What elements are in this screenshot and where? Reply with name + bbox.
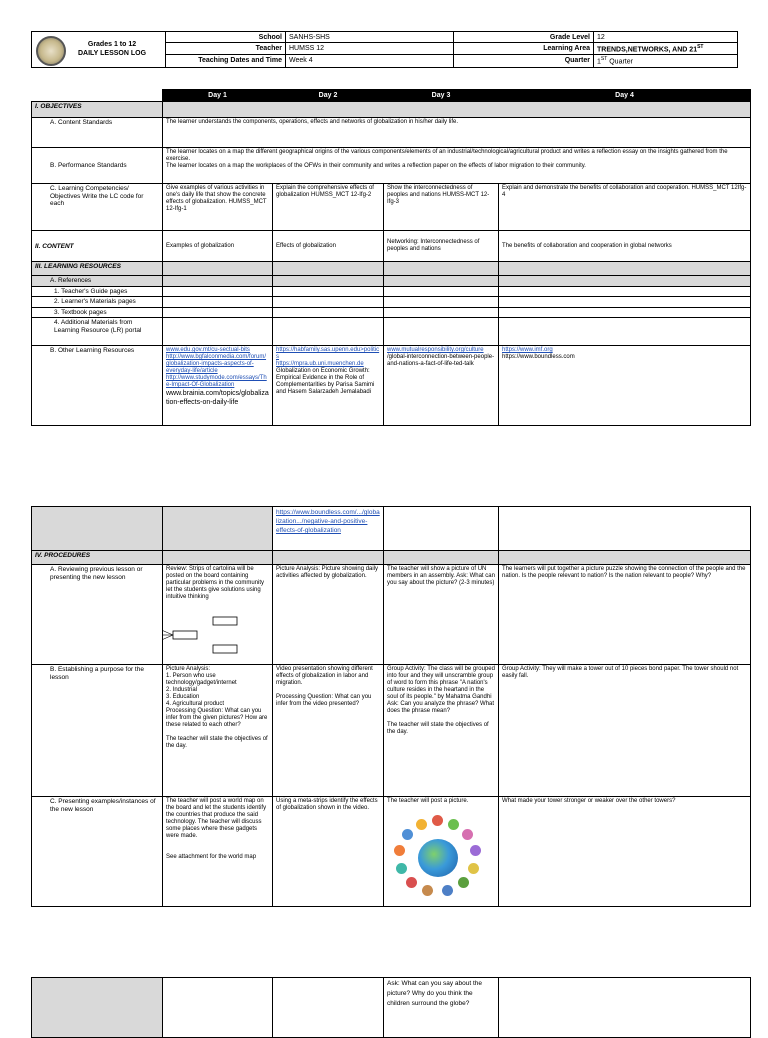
content-day4: The benefits of collaboration and cooperation in global networks [499,231,751,262]
resource-link[interactable]: https://www.imf.org [502,347,553,353]
day-3-header: Day 3 [384,90,499,102]
content-day1: Examples of globalization [163,231,273,262]
teacher-value: HUMSS 12 [286,43,454,55]
references-label: A. References [32,276,163,287]
resource-link[interactable]: http://www.studymode.com/essays/The-Impact-Of-Globalization [166,375,267,388]
purpose-day1: Picture Analysis: 1. Person who use technology/gadget/internet 2. Industrial 3. Education 4. Agricultural product Processing Question: What can you infer from the given pictures? How are these related to each other? The teacher will state the objectives of the day. [163,665,273,797]
lr-portal-label: 4. Additional Materials from Learning Resource (LR) portal [32,318,163,346]
presenting-day3: The teacher will post a picture. [384,797,499,907]
day-1-header: Day 1 [163,90,273,102]
presenting-day1: The teacher will post a world map on the board and let the students identify the countries that produce the said technology. The teacher will discuss some places where these gadgets were made. See attachment for the world map [163,797,273,907]
other-resources-day4: https://www.imf.org https://www.boundless.com [499,346,751,426]
resources-heading: III. LEARNING RESOURCES [32,262,163,276]
performance-standards-text: The learner locates on a map the different geographical origins of the various components/elements of an industrial/technological/agricultural product and writes a reflection essay on the insights gathered from the exercise. The learner locates on a map the workplaces of the OFWs in their community and writes a reflection paper on the effects of labor migration to their community. [163,148,751,184]
content-standards-label: A. Content Standards [32,118,163,148]
quarter-label: Quarter [454,55,594,67]
school-value: SANHS-SHS [286,32,454,43]
learners-materials-label: 2. Learner's Materials pages [32,297,163,308]
quarter-value: 1ST Quarter [594,55,738,67]
other-resources-day2: https://habfamily.sas.upenn.edu>politics https://mpra.ub.uni.muenchen.de Globalization on Economic Growth: Empirical Evidence in the Role of Complementarities by Parisa Samimi and Hasem Salarzadeh Jemalabadi [273,346,384,426]
objectives-heading: I. OBJECTIVES [32,102,163,118]
area-label: Learning Area [454,43,594,55]
header-table [31,31,738,68]
presenting-day4: What made your tower stronger or weaker over the other towers? [499,797,751,907]
children-globe-picture [388,813,488,901]
competency-day2: Explain the comprehensive effects of globalization HUMSS_MCT 12-Ifg-2 [273,184,384,231]
teacher-label: Teacher [166,43,286,55]
dates-value: Week 4 [286,55,454,67]
title-line1: Grades 1 to 12 [87,41,137,49]
purpose-label: B. Establishing a purpose for the lesson [32,665,163,797]
competency-day3: Show the interconnectedness of peoples and nations HUMSS-MCT 12-Ifg-3 [384,184,499,231]
other-resources-day1: www.edu.gov.mt/cu-sectual-bits http://www.bgfalconmedia.com/forum/globalization-impacts-aspects-of-everyday-life/article http://www.studymode.com/essays/The-Impact-Of-Globalization www.brainia.com/topics/globalization-effects-on-daily-life [163,346,273,426]
page3-day3: Ask: What can you say about the picture? Why do you think the children surround the globe? [384,978,499,1038]
procedures-table [31,506,751,907]
reviewing-day4: The learners will put together a picture puzzle showing the connection of the people and the nation. Is the people relevant to nation? Is the nation relevant to people? Why? [499,565,751,665]
day-4-header: Day 4 [499,90,751,102]
textbook-label: 3. Textbook pages [32,307,163,318]
strips-diagram [163,615,256,655]
teachers-guide-label: 1. Teacher's Guide pages [32,286,163,297]
day-2-header: Day 2 [273,90,384,102]
school-label: School [166,32,286,43]
content-day2: Effects of globalization [273,231,384,262]
lesson-table [31,89,751,426]
competency-day1: Give examples of various activities in one's daily life that show the concrete effects of globalization. HUMSS_MCT 12-Ifg-1 [163,184,273,231]
page3-table [31,977,751,1038]
content-heading: II. CONTENT [32,231,163,262]
resource-link[interactable]: www.edu.gov.mt/cu-sectual-bits [166,347,250,353]
competencies-label: C. Learning Competencies/ Objectives Write the LC code for each [32,184,163,231]
dates-label: Teaching Dates and Time [166,55,286,67]
purpose-day3: Group Activity: The class will be grouped into four and they will unscramble group of word to form this phrase "A nation's culture resides in the heartand in the soul of its people." by Mahatma Gandhi Ask: Can you analyze the phrase? What does the phrase mean? The teacher will state the objectives of the day. [384,665,499,797]
reviewing-label: A. Reviewing previous lesson or presenting the new lesson [32,565,163,665]
resource-link[interactable]: https://habfamily.sas.upenn.edu>politics [276,347,380,360]
performance-standards-label: B. Performance Standards [32,148,163,184]
competency-day4: Explain and demonstrate the benefits of collaboration and cooperation. HUMSS_MCT 12Ifg-4 [499,184,751,231]
resource-link[interactable]: http://www.bgfalconmedia.com/forum/globalization-impacts-aspects-of-everyday-life/article [166,354,267,374]
reviewing-day1: Review: Strips of cartolina will be posted on the board containing particular problems in the community let the students give solutions using intuitive thinking [163,565,273,665]
title-cell [32,32,166,68]
grade-value: 12 [594,32,738,43]
title-line2: DAILY LESSON LOG [77,50,147,58]
reviewing-day3: The teacher will show a picture of UN members in an assembly. Ask: What can you say about the picture? (2-3 minutes) [384,565,499,665]
boundless-link-cell [273,507,384,551]
purpose-day2: Video presentation showing different effects of globalization in labor and migration. Processing Question: What can you infer from the video presented? [273,665,384,797]
purpose-day4: Group Activity: They will make a tower out of 10 pieces bond paper. The tower should not easily fall. [499,665,751,797]
resource-link[interactable]: https://mpra.ub.uni.muenchen.de [276,361,364,367]
other-resources-day3: www.mutualresponsibility.org/culture /global-interconnection-between-people-and-nations-a-fact-of-life-ted-talk [384,346,499,426]
resource-link[interactable]: https://www.boundless.com/.../globalization.../negative-and-positive-effects-of-globalization [276,509,380,534]
presenting-day2: Using a meta-strips identify the effects of globalization shown in the video. [273,797,384,907]
procedures-heading: IV. PROCEDURES [32,551,163,565]
content-day3: Networking: Interconnectedness of peoples and nations [384,231,499,262]
resource-link[interactable]: www.mutualresponsibility.org/culture [387,347,484,353]
presenting-label: C. Presenting examples/instances of the new lesson [32,797,163,907]
content-standards-text: The learner understands the components, operations, effects and networks of globalization in his/her daily life. [163,118,751,148]
other-resources-label: B. Other Learning Resources [32,346,163,426]
reviewing-day2: Picture Analysis: Picture showing daily activities affected by globalization. [273,565,384,665]
grade-label: Grade Level [454,32,594,43]
area-value: TRENDS,NETWORKS, AND 21ST [594,43,738,55]
